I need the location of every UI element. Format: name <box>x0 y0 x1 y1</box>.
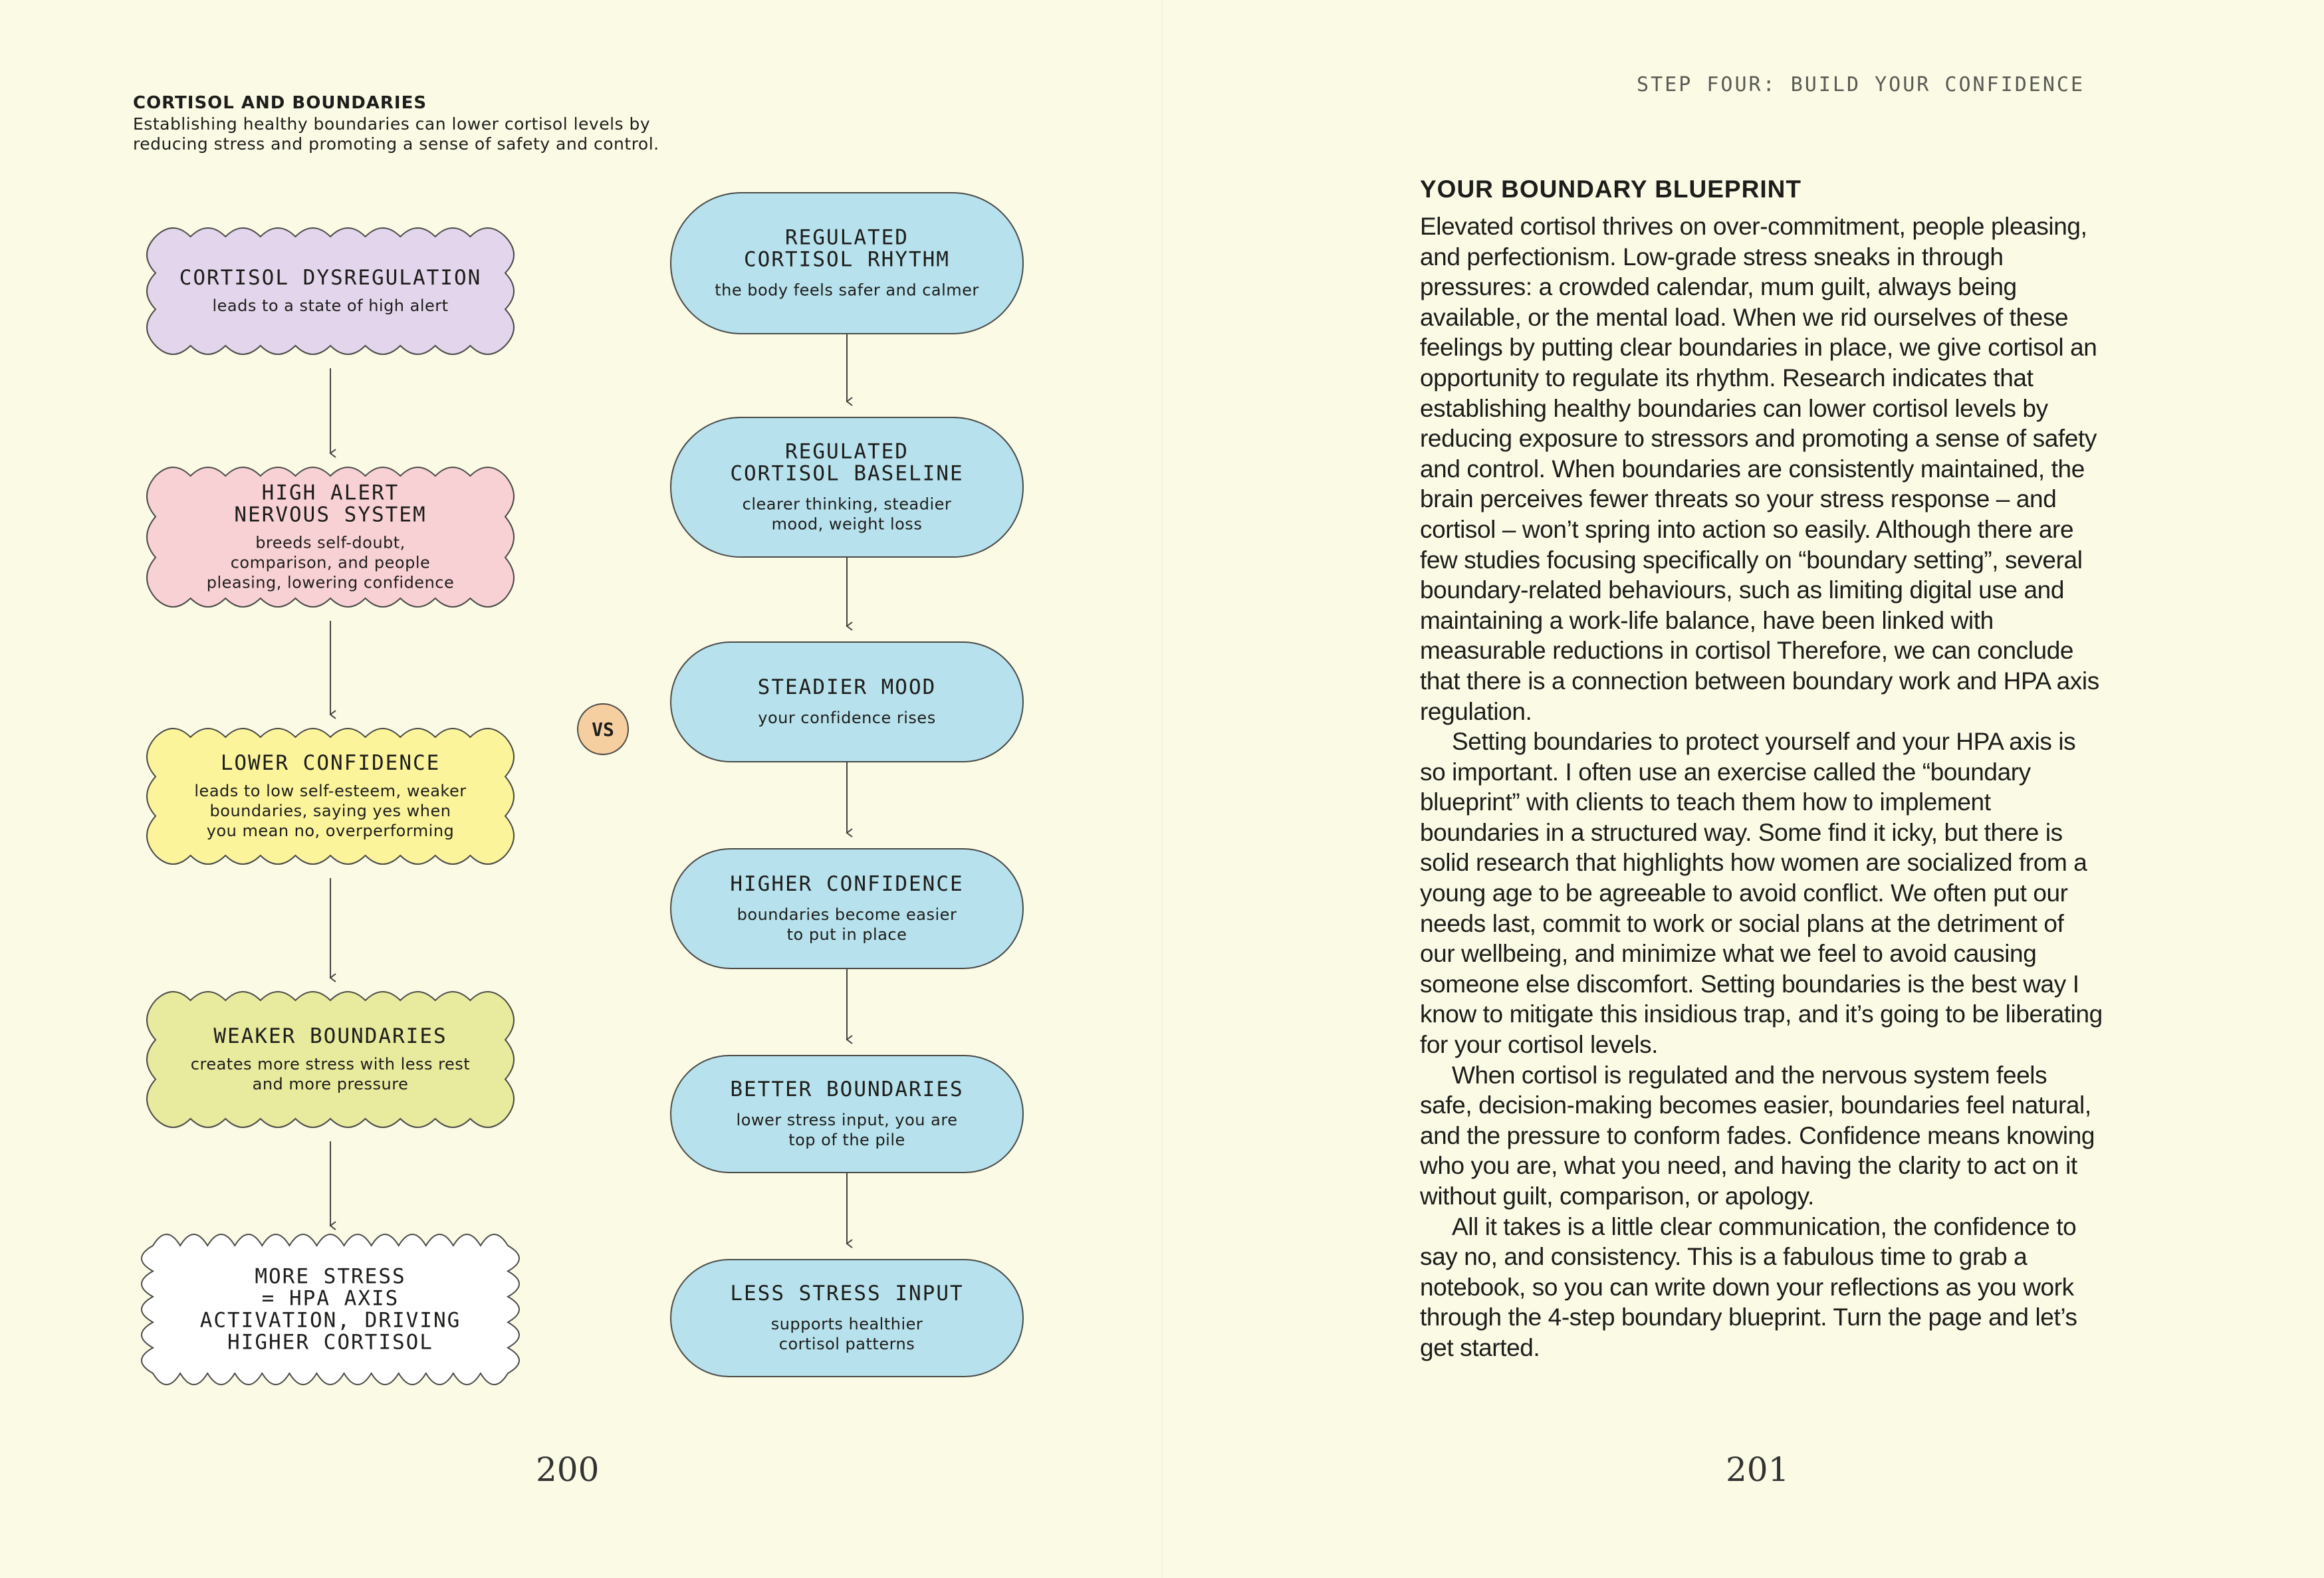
node-subtitle: to put in place <box>786 925 907 944</box>
page-number: 200 <box>536 1450 600 1489</box>
node-title: HIGHER CONFIDENCE <box>730 872 964 896</box>
node-subtitle: clearer thinking, steadier <box>742 495 952 514</box>
right-chain-node <box>671 1260 1023 1377</box>
left-chain-node <box>147 467 514 607</box>
left-chain-node <box>147 228 514 354</box>
node-title: CORTISOL DYSREGULATION <box>179 266 482 290</box>
pill-shape <box>671 417 1023 557</box>
node-subtitle: and more pressure <box>252 1075 409 1093</box>
wavy-blob-shape <box>147 228 514 354</box>
node-subtitle: boundaries, saying yes when <box>209 802 451 820</box>
left-chain-node <box>142 1234 519 1385</box>
node-title: WEAKER BOUNDARIES <box>213 1024 447 1048</box>
node-subtitle: breeds self-doubt, <box>255 533 406 552</box>
page-number: 201 <box>1726 1450 1790 1489</box>
diagram-title: CORTISOL AND BOUNDARIES <box>133 93 427 113</box>
node-subtitle: creates more stress with less rest <box>190 1055 471 1073</box>
right-chain-node <box>671 1056 1023 1173</box>
left-chain-node <box>147 992 514 1127</box>
node-subtitle: leads to low self-esteem, weaker <box>194 782 467 800</box>
node-title: STEADIER MOOD <box>757 675 937 699</box>
node-subtitle: supports healthier <box>770 1315 923 1333</box>
node-title: REGULATED <box>785 439 909 464</box>
body-paragraph: All it takes is a little clear communication, the confidence to say no, and consistency. This is a fabulous time to grab a notebook, so you can write down your reflections as you work through the 4-step boundary blueprint. Turn the page and let’s get started. <box>1420 1212 2077 1361</box>
node-title: MORE STRESS <box>255 1264 406 1289</box>
node-title: BETTER BOUNDARIES <box>730 1077 964 1101</box>
node-subtitle: the body feels safer and calmer <box>715 281 979 300</box>
left-chain-node <box>147 729 514 864</box>
right-chain-node <box>671 193 1023 334</box>
article-body <box>1420 211 2105 1363</box>
node-subtitle: leads to a state of high alert <box>212 296 449 315</box>
node-title: = HPA AXIS <box>261 1286 400 1311</box>
node-subtitle: mood, weight loss <box>771 514 923 534</box>
node-subtitle: pleasing, lowering confidence <box>206 573 455 592</box>
node-title: HIGHER CORTISOL <box>227 1330 433 1355</box>
node-subtitle: you mean no, overperforming <box>206 822 455 840</box>
right-page <box>1162 0 2324 1578</box>
pill-shape <box>671 642 1023 762</box>
node-title: NERVOUS SYSTEM <box>234 503 427 527</box>
vs-label: VS <box>592 719 614 740</box>
node-title: HIGH ALERT <box>261 481 400 505</box>
right-chain-node <box>671 849 1023 968</box>
node-subtitle: comparison, and people <box>230 553 431 572</box>
node-subtitle: boundaries become easier <box>737 905 957 924</box>
body-paragraph: When cortisol is regulated and the nervous system feels safe, decision-making becomes easier, boundaries feel natural, and the pressure to conform fades. Confidence means knowing who you are, what you need, and having the clarity to act on it without guilt, comparison, or apology. <box>1420 1061 2095 1210</box>
running-head: STEP FOUR: BUILD YOUR CONFIDENCE <box>1637 73 2085 96</box>
node-subtitle: your confidence rises <box>758 709 936 727</box>
right-chain-node <box>671 642 1023 762</box>
node-title: LESS STRESS INPUT <box>730 1282 964 1305</box>
body-paragraph: Setting boundaries to protect yourself and your HPA axis is so important. I often use an exercise called the “boundary blueprint” with clients to teach them how to implement boundaries in a structured way. Some find it icky, but there is solid research that highlights how women are socialized from a young age to be agreeable to avoid conflict. We often put our needs last, commit to work or social plans at the detriment of our wellbeing, and minimize what we feel to avoid causing someone else discomfort. Setting boundaries is the best way I know to mitigate this insidious trap, and it’s going to be liberating for your cortisol levels. <box>1420 728 2103 1059</box>
node-title: LOWER CONFIDENCE <box>220 751 441 775</box>
diagram-subtitle: Establishing healthy boundaries can lower cortisol levels by reducing stress and promoting a sense of safety and control. <box>133 114 659 154</box>
node-title: ACTIVATION, DRIVING <box>199 1308 461 1333</box>
article-title: YOUR BOUNDARY BLUEPRINT <box>1420 175 1801 203</box>
body-paragraph: Elevated cortisol thrives on over-commitment, people pleasing, and perfectionism. Low-grade stress sneaks in through pressures: a crowded calendar, mum guilt, always being available, or the mental load. When we rid ourselves of these feelings by putting clear boundaries in place, we give cortisol an opportunity to regulate its rhythm. Research indicates that establishing healthy boundaries can lower cortisol levels by reducing exposure to stressors and promoting a sense of safety and control. When boundaries are consistently maintained, the brain perceives fewer threats so your stress response – and cortisol – won’t spring into action so easily. Although there are few studies focusing specifically on “boundary setting”, several boundary-related behaviours, such as limiting digital use and maintaining a work-life balance, have been linked with measurable reductions in cortisol Therefore, we can conclude that there is a connection between boundary work and HPA axis regulation. <box>1420 213 2099 725</box>
node-subtitle: lower stress input, you are <box>736 1111 958 1129</box>
node-title: REGULATED <box>785 225 909 250</box>
node-title: CORTISOL RHYTHM <box>744 247 950 272</box>
node-title: CORTISOL BASELINE <box>730 461 964 486</box>
node-subtitle: cortisol patterns <box>778 1335 915 1353</box>
node-subtitle: top of the pile <box>788 1131 905 1149</box>
right-chain-node <box>671 417 1023 557</box>
vs-badge <box>578 704 628 754</box>
